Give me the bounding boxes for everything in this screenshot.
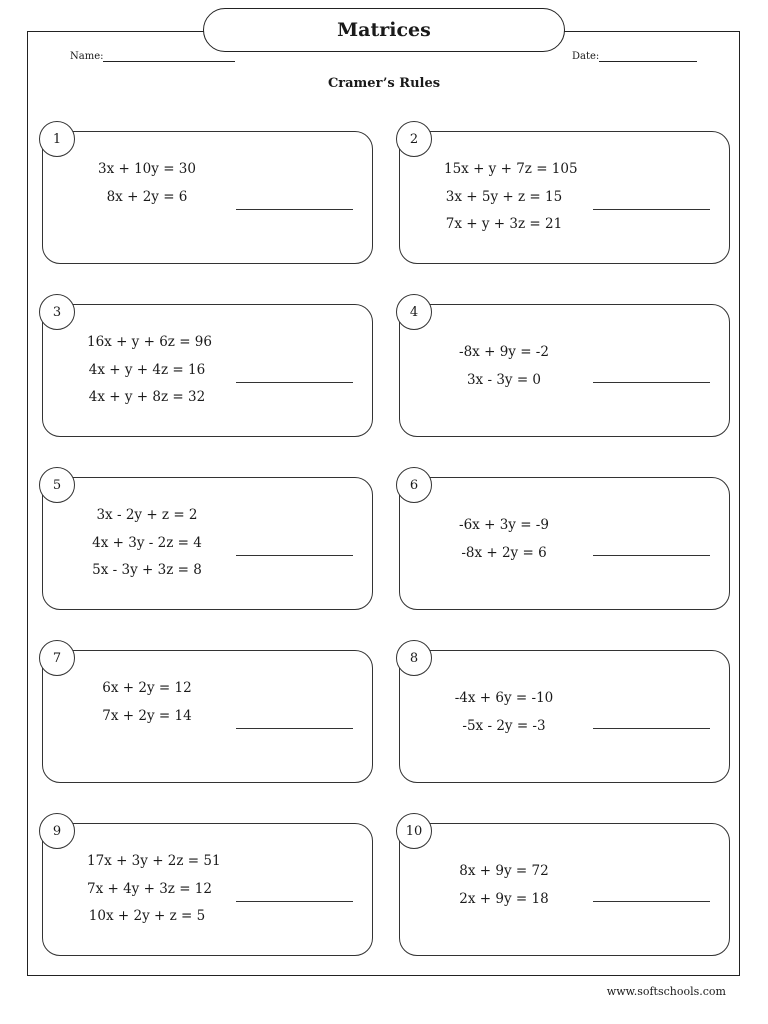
equation: 4x + y + 8z = 32 <box>88 389 206 405</box>
problem-number: 5 <box>39 467 75 503</box>
problem-card <box>399 304 730 437</box>
equation: 4x + y + 4z = 16 <box>88 361 206 378</box>
problem-number: 1 <box>39 121 75 157</box>
problem-card <box>399 650 730 783</box>
equation-system <box>444 512 564 567</box>
equation-system <box>444 685 564 740</box>
equation-system <box>87 156 207 211</box>
equation: -5x - 2y = -3 <box>462 717 546 734</box>
worksheet-title: Matrices <box>203 8 565 52</box>
problem-number: 10 <box>396 813 432 849</box>
worksheet-subtitle: Cramer’s Rules <box>327 76 441 91</box>
equation: 17x + 3y + 2z = 51 <box>87 853 221 869</box>
equation: 8x + 9y = 72 <box>459 863 549 879</box>
equation: 3x - 2y + z = 2 <box>96 507 198 523</box>
equation: 16x + y + 6z = 96 <box>87 334 212 350</box>
equation: 10x + 2y + z = 5 <box>88 908 206 924</box>
equation: 3x + 5y + z = 15 <box>445 188 563 205</box>
problem-card <box>42 823 373 956</box>
equation-system <box>87 848 221 931</box>
problem-number: 6 <box>396 467 432 503</box>
problem-card <box>42 304 373 437</box>
problem-card <box>42 477 373 610</box>
equation: 2x + 9y = 18 <box>459 890 549 907</box>
equation-system <box>444 156 578 239</box>
equation: -6x + 3y = -9 <box>459 517 549 533</box>
date-label: Date: <box>572 51 600 62</box>
equation: -8x + 2y = 6 <box>461 544 547 561</box>
answer-line[interactable] <box>593 555 710 556</box>
equation-system <box>87 502 207 585</box>
answer-line[interactable] <box>236 728 353 729</box>
equation: 8x + 2y = 6 <box>106 188 188 205</box>
date-field[interactable] <box>572 51 697 62</box>
answer-line[interactable] <box>236 555 353 556</box>
answer-line[interactable] <box>593 728 710 729</box>
problem-card <box>399 477 730 610</box>
problem-number: 8 <box>396 640 432 676</box>
problem-number: 2 <box>396 121 432 157</box>
equation: 7x + y + 3z = 21 <box>445 216 563 232</box>
answer-line[interactable] <box>236 901 353 902</box>
equation: 15x + y + 7z = 105 <box>444 161 578 177</box>
name-field[interactable] <box>70 51 235 62</box>
equation: 7x + 2y = 14 <box>102 707 192 724</box>
equation-system <box>87 675 207 730</box>
problem-card <box>42 650 373 783</box>
equation: 5x - 3y + 3z = 8 <box>92 562 202 578</box>
answer-line[interactable] <box>593 382 710 383</box>
equation: -4x + 6y = -10 <box>454 690 554 706</box>
answer-line[interactable] <box>593 901 710 902</box>
answer-line[interactable] <box>236 382 353 383</box>
problem-card <box>399 823 730 956</box>
date-line <box>599 51 697 62</box>
name-line <box>103 51 235 62</box>
equation: 3x - 3y = 0 <box>466 371 542 388</box>
equation-system <box>444 858 564 913</box>
equation-system <box>87 329 212 412</box>
equation: 6x + 2y = 12 <box>102 680 192 696</box>
equation: 7x + 4y + 3z = 12 <box>87 880 212 897</box>
answer-line[interactable] <box>236 209 353 210</box>
problem-number: 4 <box>396 294 432 330</box>
footer-url: www.softschools.com <box>606 985 726 998</box>
name-label: Name: <box>70 51 104 62</box>
problem-number: 3 <box>39 294 75 330</box>
equation: -8x + 9y = -2 <box>459 344 549 360</box>
problem-number: 7 <box>39 640 75 676</box>
equation: 3x + 10y = 30 <box>98 161 196 177</box>
equation: 4x + 3y - 2z = 4 <box>92 534 202 551</box>
equation-system <box>444 339 564 394</box>
problem-number: 9 <box>39 813 75 849</box>
problem-card <box>399 131 730 264</box>
problem-card <box>42 131 373 264</box>
answer-line[interactable] <box>593 209 710 210</box>
